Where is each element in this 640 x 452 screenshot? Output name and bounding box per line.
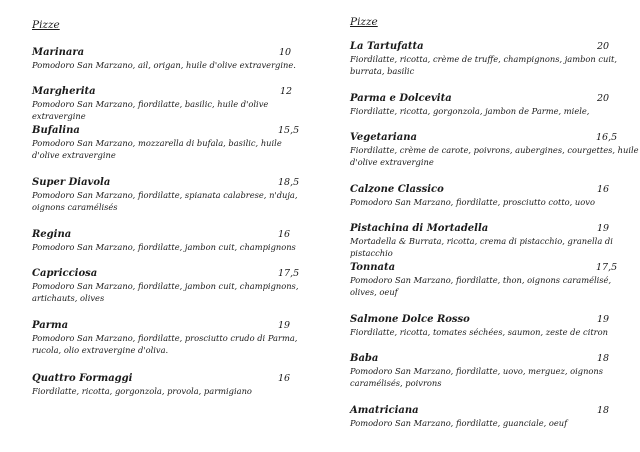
menu-item-name: Regina — [32, 229, 72, 240]
menu-item — [350, 222, 640, 259]
menu-item-price: 18,5 — [278, 177, 300, 188]
menu-item-price: 19 — [597, 223, 610, 234]
section-heading: Pizze — [350, 16, 378, 28]
menu-item-price: 20 — [597, 41, 610, 52]
menu-item — [32, 85, 302, 122]
menu-item-price: 16 — [597, 184, 610, 195]
menu-item — [350, 131, 640, 168]
menu-item-description: Pomodoro San Marzano, ail, origan, huile d'olive extravergine. — [32, 60, 296, 70]
menu-item — [350, 183, 640, 208]
menu-item-price: 16 — [278, 373, 291, 384]
menu-item-price: 17,5 — [278, 268, 300, 279]
menu-item-description: Pomodoro San Marzano, fiordilatte, jambon cuit, champignons — [32, 242, 296, 252]
menu-item-name: Quattro Formaggi — [32, 373, 133, 384]
menu-item — [32, 46, 302, 71]
menu-item-description: Pomodoro San Marzano, fiordilatte, thon, oignons caramélisé, olives, oeuf — [350, 275, 612, 297]
menu-item-price: 15,5 — [278, 125, 300, 136]
menu-item-description: Fiordilatte, ricotta, gorgonzola, jambon de Parme, miele, — [350, 106, 590, 116]
menu-item-description: Fiordilatte, ricotta, tomates séchées, saumon, zeste de citron — [350, 327, 608, 337]
section-heading: Pizze — [32, 19, 60, 31]
menu-item-description: Pomodoro San Marzano, fiordilatte, jambon cuit, champignons, artichauts, olives — [32, 281, 299, 303]
menu-item-name: Pistachina di Mortadella — [350, 223, 489, 234]
menu-item — [350, 92, 640, 117]
menu-item-name: Capricciosa — [32, 268, 98, 279]
menu-item-description: Fiordilatte, ricotta, gorgonzola, provola, parmigiano — [32, 386, 252, 396]
menu-item-name: Salmone Dolce Rosso — [350, 314, 470, 325]
menu-item-name: Amatriciana — [350, 405, 419, 416]
menu-item-description: Pomodoro San Marzano, fiordilatte, basilic, huile d'olive extravergine — [32, 99, 269, 121]
menu-item-description: Pomodoro San Marzano, fiordilatte, spianata calabrese, n'duja, oignons caramélisés — [32, 190, 298, 212]
menu-item-name: Tonnata — [350, 262, 396, 273]
menu-item-description: Pomodoro San Marzano, fiordilatte, guanciale, oeuf — [350, 418, 568, 428]
menu-item — [350, 313, 640, 338]
menu-item — [350, 352, 640, 389]
menu-item-price: 20 — [597, 93, 610, 104]
menu-item-name: Baba — [350, 353, 379, 364]
menu-item-description: Pomodoro San Marzano, fiordilatte, prosciutto cotto, uovo — [350, 197, 595, 207]
menu-item-name: Bufalina — [32, 125, 80, 136]
menu-item-price: 19 — [597, 314, 610, 325]
menu-item — [32, 319, 302, 356]
menu-item-price: 19 — [278, 320, 291, 331]
menu-item-name: Margherita — [32, 86, 96, 97]
menu-item-description: Fiordilatte, crème de carote, poivrons, aubergines, courgettes, huile d'olive extravergine — [350, 145, 639, 167]
menu-item-description: Fiordilatte, ricotta, crème de truffe, champignons, jambon cuit, burrata, basilic — [350, 54, 618, 76]
menu-item-description: Pomodoro San Marzano, fiordilatte, prosciutto crudo di Parma, rucola, olio extravergine d'oliva. — [32, 333, 298, 355]
menu-item-price: 12 — [280, 86, 293, 97]
menu-item-name: Calzone Classico — [350, 184, 444, 195]
menu-item-price: 10 — [279, 47, 292, 58]
menu-item-description: Pomodoro San Marzano, mozzarella di bufala, basilic, huile d'olive extravergine — [32, 138, 282, 160]
menu-item — [350, 40, 640, 77]
menu-item — [32, 267, 302, 304]
menu-item-price: 16 — [278, 229, 291, 240]
menu-item — [350, 404, 640, 429]
menu-item-name: Super Diavola — [32, 177, 111, 188]
menu-item — [32, 176, 302, 213]
menu-item-name: Parma — [32, 320, 69, 331]
menu-item-price: 17,5 — [596, 262, 618, 273]
menu-item-name: Marinara — [32, 47, 85, 58]
menu-item-name: Vegetariana — [350, 132, 417, 143]
menu-item — [32, 228, 302, 253]
menu-item — [350, 261, 640, 298]
menu-item — [32, 124, 302, 161]
menu-item-name: Parma e Dolcevita — [350, 93, 452, 104]
menu-item-price: 16,5 — [596, 132, 618, 143]
menu-item-name: La Tartufatta — [350, 41, 424, 52]
menu-item-price: 18 — [597, 405, 610, 416]
menu-item-price: 18 — [597, 353, 610, 364]
menu-item-description: Pomodoro San Marzano, fiordilatte, uovo, merguez, oignons caramélisés, poivrons — [350, 366, 604, 388]
menu-item-description: Mortadella & Burrata, ricotta, crema di pistacchio, granella di pistacchio — [350, 236, 613, 258]
menu-item — [32, 372, 302, 397]
